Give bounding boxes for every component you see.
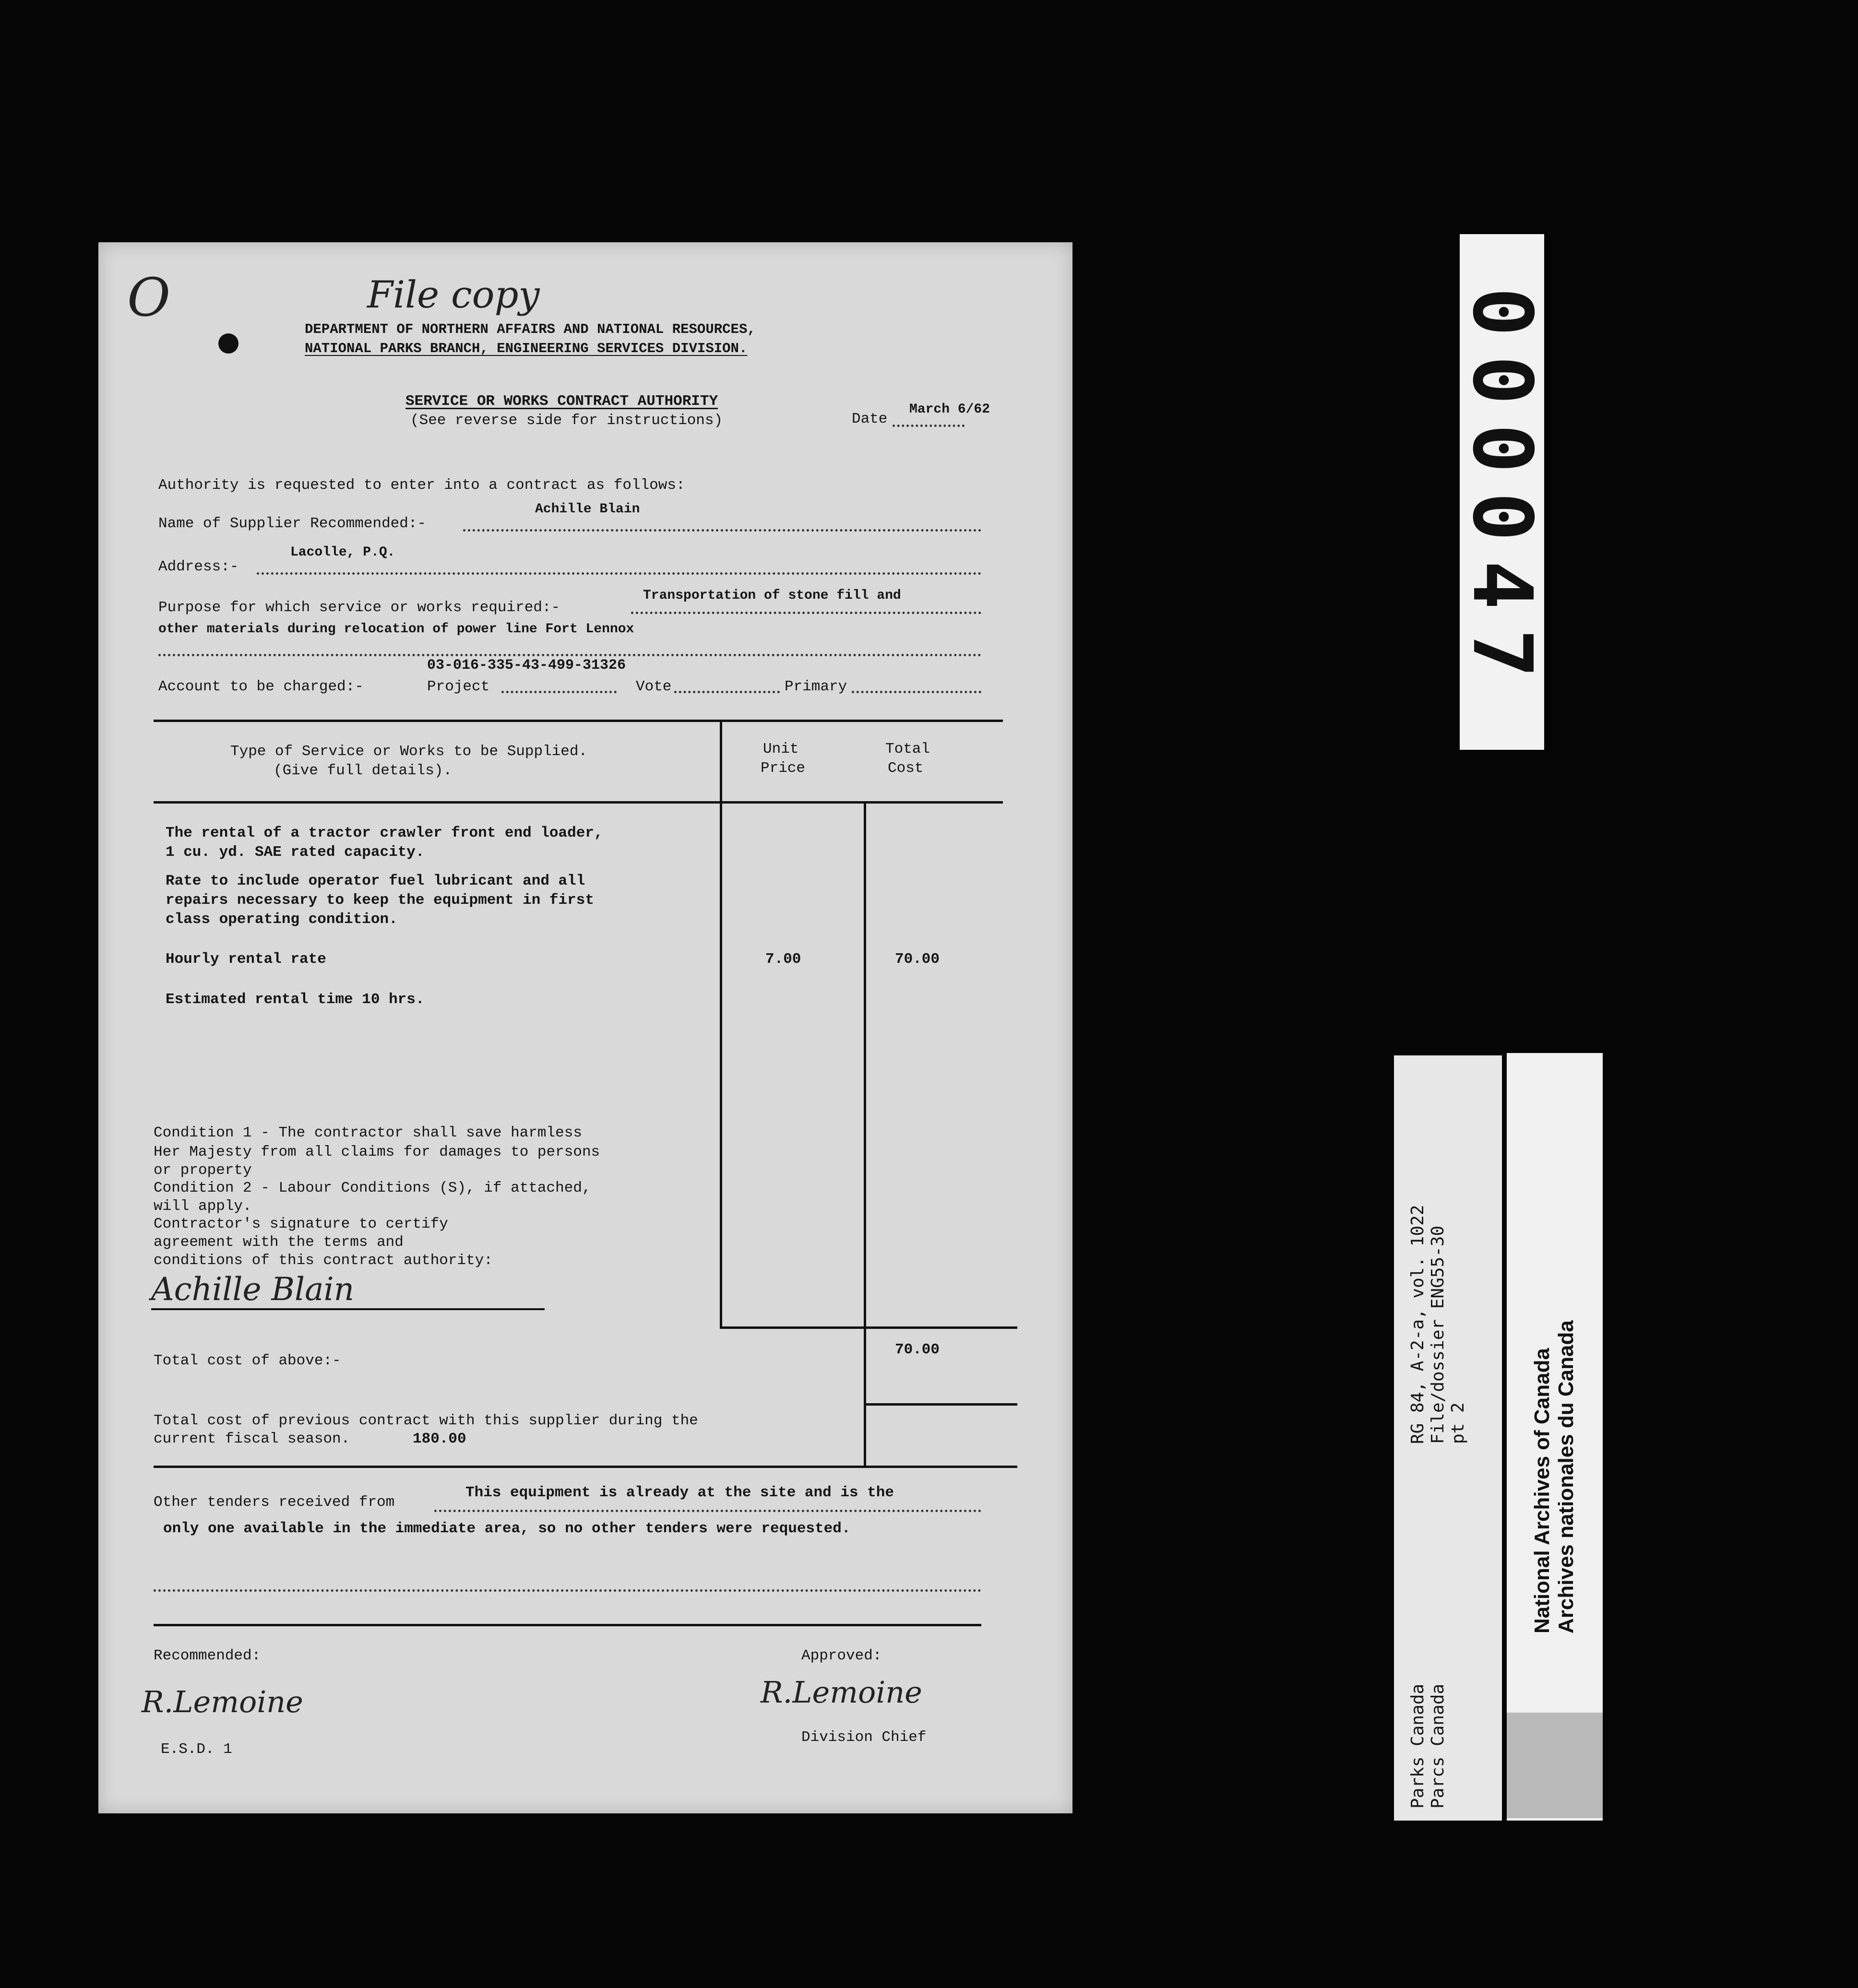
hourly-rate-label: Hourly rental rate [166,951,326,968]
frame-number-container [1454,234,1549,750]
project-label: Project [427,678,490,695]
address-value: Lacolle, P.Q. [290,545,395,560]
primary-dots [852,691,981,693]
condition-line-7: agreement with the terms and [154,1234,404,1251]
contractor-signature: Achille Blain [151,1271,355,1308]
nac-name-fr: Archives nationales du Canada [1554,1320,1578,1633]
grand-total-value: 70.00 [895,1341,940,1358]
desc-line-1: The rental of a tractor crawler front end loader, [166,825,603,841]
approved-signature: R.Lemoine [761,1675,922,1710]
previous-contract-line-2: current fiscal season. [154,1431,350,1447]
desc-line-2: 1 cu. yd. SAE rated capacity. [166,844,425,861]
table-top-rule [154,720,1003,722]
total-box-rule [866,1403,1017,1406]
unit-price-value: 7.00 [765,951,801,968]
supplier-label: Name of Supplier Recommended:- [158,515,427,532]
col-unit-header-2: Price [761,760,806,777]
reference-line-3: pt 2 [1448,1402,1468,1444]
col-total-header-1: Total [885,741,930,757]
authority-text: Authority is requested to enter into a contract as follows: [158,477,685,494]
handwritten-file-copy: File copy [367,273,540,317]
label-shadow-band [1507,1713,1603,1818]
total-cost-label: Total cost of above:- [154,1352,341,1369]
col-unit-header-1: Unit [763,741,799,757]
condition-line-8: conditions of this contract authority: [154,1252,493,1269]
parks-canada-en: Parks Canada [1408,1683,1428,1809]
condition-line-3: or property [154,1162,252,1179]
supplier-dots [463,529,981,532]
date-label: Date [852,411,888,427]
address-dots [257,572,981,575]
desc-line-4: repairs necessary to keep the equipment in first [166,892,594,909]
total-cost-value: 70.00 [895,951,940,968]
vote-dots [674,691,780,693]
table-header-rule [154,801,1003,804]
purpose-label: Purpose for which service or works required:- [158,599,560,616]
primary-label: Primary [785,678,847,695]
date-dots [893,425,965,427]
account-label: Account to be charged:- [158,678,364,695]
condition-line-2: Her Majesty from all claims for damages to persons [154,1144,600,1160]
purpose-dots-2 [158,654,981,656]
date-value: March 6/62 [909,402,990,417]
tenders-dots-1 [434,1510,981,1512]
form-title: SERVICE OR WORKS CONTRACT AUTHORITY [405,393,718,410]
previous-contract-line-1: Total cost of previous contract with this supplier during the [154,1412,698,1429]
desc-line-5: class operating condition. [166,911,398,928]
recommended-label: Recommended: [154,1647,261,1664]
tenders-line-2: only one available in the immediate area, so no other tenders were requested. [163,1520,851,1537]
tenders-label: Other tenders received from [154,1494,395,1511]
form-code: E.S.D. 1 [161,1741,232,1758]
tenders-dots-2 [154,1589,981,1592]
form-subtitle: (See reverse side for instructions) [410,412,723,429]
table-divider-unit [720,720,722,1329]
vote-label: Vote [636,678,672,695]
totals-bottom-rule [154,1466,1017,1468]
archive-reference-label [1394,1055,1502,1821]
table-divider-total [864,801,866,1466]
project-dots [501,691,617,693]
document-page [98,242,1072,1813]
account-number: 03-016-335-43-499-31326 [427,657,626,674]
desc-line-3: Rate to include operator fuel lubricant and all [166,873,585,889]
address-label: Address:- [158,558,239,575]
purpose-line-1: Transportation of stone fill and [643,588,901,603]
tenders-bottom-rule [154,1624,981,1626]
reference-line-1: RG 84, A-2-a, vol. 1022 [1408,1205,1428,1444]
approved-label: Approved: [801,1647,882,1664]
condition-line-4: Condition 2 - Labour Conditions (S), if attached, [154,1180,591,1196]
purpose-dots-1 [631,612,981,614]
contractor-signature-line [151,1308,545,1310]
reference-line-2: File/dossier ENG55-30 [1428,1225,1448,1444]
department-line-1: DEPARTMENT OF NORTHERN AFFAIRS AND NATIONAL RESOURCES, [305,321,756,337]
previous-contract-value: 180.00 [413,1431,466,1447]
table-bottom-rule [722,1326,1017,1329]
purpose-line-2: other materials during relocation of power line Fort Lennox [158,622,634,637]
division-chief-label: Division Chief [801,1729,927,1746]
supplier-value: Achille Blain [535,502,640,517]
nac-name-en: National Archives of Canada [1530,1348,1554,1633]
department-line-2: NATIONAL PARKS BRANCH, ENGINEERING SERVICES DIVISION. [305,341,748,356]
estimated-time: Estimated rental time 10 hrs. [166,991,425,1008]
margin-mark: O [127,267,171,328]
col-total-header-2: Cost [888,760,924,777]
frame-number: 000047 [1454,287,1549,697]
col-type-header-1: Type of Service or Works to be Supplied. [230,743,588,760]
condition-line-5: will apply. [154,1198,252,1215]
parks-canada-fr: Parcs Canada [1428,1683,1448,1809]
col-type-header-2: (Give full details). [274,762,453,779]
condition-line-6: Contractor's signature to certify [154,1216,448,1232]
punch-hole-dot [218,333,238,354]
tenders-line-1: This equipment is already at the site and is the [465,1484,894,1501]
recommended-signature: R.Lemoine [142,1684,303,1719]
condition-line-1: Condition 1 - The contractor shall save harmless [154,1124,582,1141]
